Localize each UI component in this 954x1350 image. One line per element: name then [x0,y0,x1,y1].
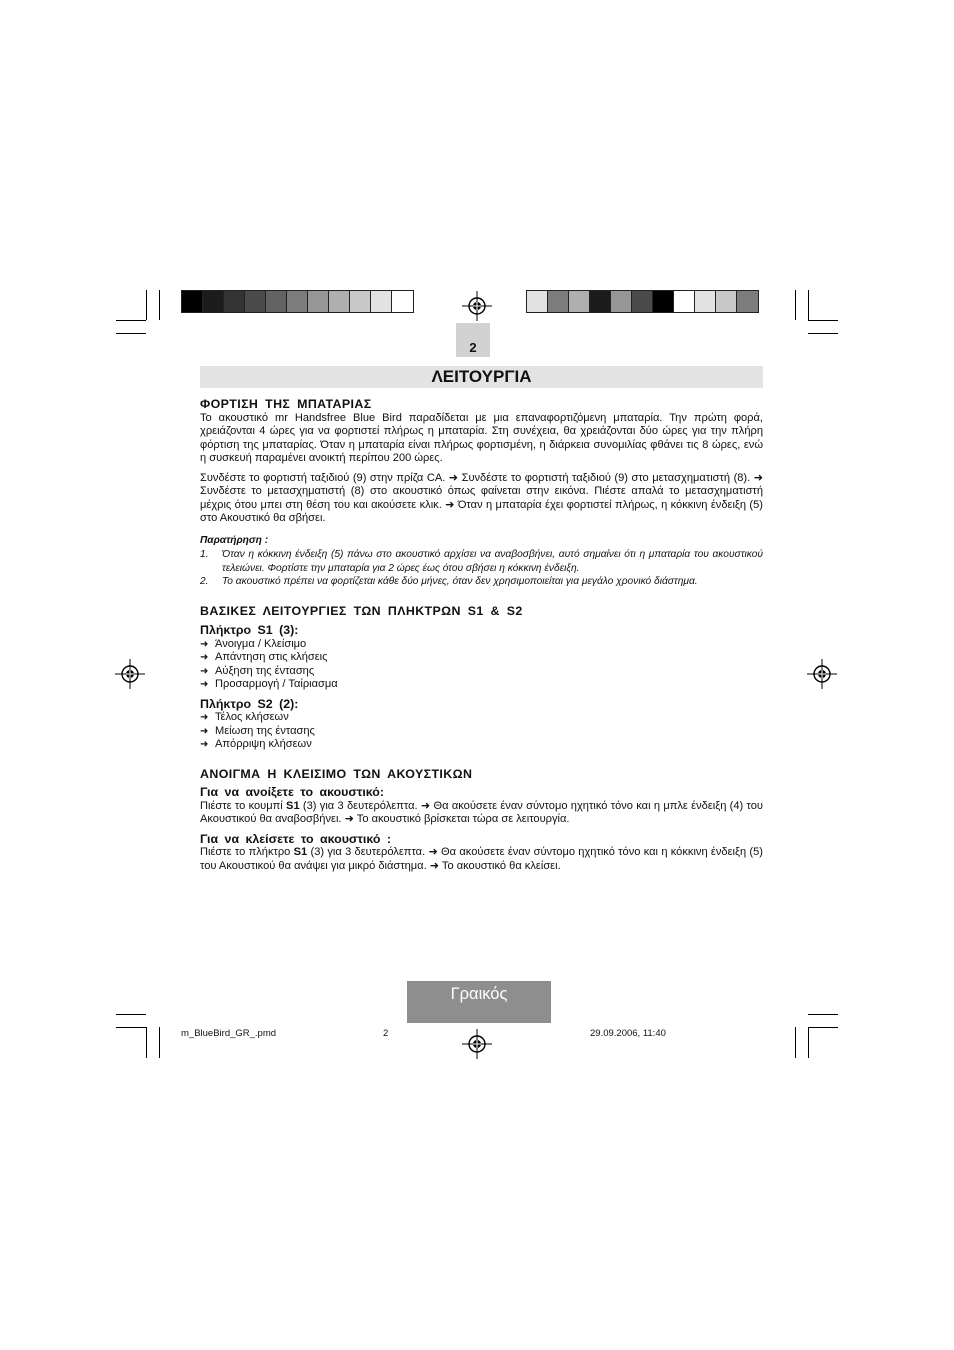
slug-page: 2 [383,1028,389,1039]
color-swatch [245,291,266,312]
color-swatch [674,291,695,312]
slug-filename: m_BlueBird_GR_.pmd [181,1028,277,1039]
list-item-text: Μείωση της έντασης [215,724,315,737]
close-text-pre: Πιέστε το πλήκτρο [200,846,294,858]
color-swatch [287,291,308,312]
color-swatch [695,291,716,312]
note-item [200,575,763,589]
open-title: Για να ανοίξετε το ακουστικό: [200,785,385,799]
list-item [200,665,763,679]
crop-mark [808,1014,838,1015]
list-item-text: Αύξηση της έντασης [215,664,315,677]
note-number: 1. [200,549,209,560]
arrow-right-icon: ➜ [200,652,209,663]
section-heading-keys: ΒΑΣΙΚΕΣ ΛΕΙΤΟΥΡΓΙΕΣ ΤΩΝ ΠΛΗΚΤΡΩΝ S1 & S2 [200,603,523,618]
color-swatch [590,291,611,312]
key-s1-list [200,638,763,692]
close-title: Για να κλείσετε το ακουστικό : [200,831,392,846]
list-item [200,651,763,665]
crop-mark [116,1014,146,1015]
battery-paragraph-2: Συνδέστε το φορτιστή ταξιδιού (9) στην πρίζα CA. ➜ Συνδέστε το φορτιστή ταξιδιού (9) στο μετασχηματιστή (8). ➜ Συνδέστε το μετασχηματιστή (8) στο ακουστικό όπως φαίνεται στην εικόνα. Πιέστε απαλά το μετασχηματιστή μέχρις ότου μπει στη θέση του και ακούσετε κλικ. ➜ Όταν η μπαταρία έχει φορτιστεί πλήρως, η κόκκινη ένδειξη (5) στο Ακουστικό θα σβήσει. [200,471,763,524]
arrow-right-icon: ➜ [200,739,209,750]
crop-mark [146,1027,147,1058]
color-swatch [611,291,632,312]
color-swatch [350,291,371,312]
key-s2-title: Πλήκτρο S2 (2): [200,696,299,711]
crop-mark [808,1027,809,1058]
color-swatch [308,291,329,312]
open-text-post: (3) για 3 δευτερόλεπτα. ➜ Θα ακούσετε έναν σύντομο ηχητικό τόνο και η μπλε ένδειξη (4) του Ακουστικού θα αναβοσβήνει. ➜ Το ακουστικό βρίσκεται τώρα σε λειτουργία. [200,799,763,825]
crop-mark [159,290,160,320]
crop-mark [808,1027,838,1028]
color-bar-left [181,290,414,313]
arrow-right-icon: ➜ [200,679,209,690]
color-swatch [266,291,287,312]
list-item [200,638,763,652]
crop-mark [116,1027,146,1028]
arrow-right-icon: ➜ [200,665,209,677]
list-item-text: Απάντηση στις κλήσεις [215,651,328,663]
color-swatch [203,291,224,312]
close-key: S1 [293,846,308,858]
registration-mark-icon [807,659,837,689]
color-swatch [527,291,548,312]
note-text: Όταν η κόκκινη ένδειξη (5) πάνω στο ακουστικό αρχίσει να αναβοσβήνει, αυτό σημαίνει ότι η μπαταρία του ακουστικού τελειώνει. Φορτίστε την μπαταρία για 2 ώρες έως ότου σβήσει η κόκκινη ένδειξη. [222,549,763,574]
main-content [200,398,763,873]
color-swatch [716,291,737,312]
crop-mark [116,333,146,334]
note-title: Παρατήρηση : [200,534,269,546]
section-heading-battery: ΦΟΡΤΙΣΗ ΤΗΣ ΜΠΑΤΑΡΙΑΣ [200,397,372,411]
color-swatch [548,291,569,312]
crop-mark [808,320,838,321]
close-paragraph [200,846,763,873]
color-swatch [569,291,590,312]
list-item [200,711,763,725]
crop-mark [808,290,809,320]
list-item-text: Τέλος κλήσεων [215,711,289,723]
list-item [200,738,763,752]
color-swatch [737,291,758,312]
color-swatch [329,291,350,312]
registration-mark-icon [462,291,492,321]
registration-mark-icon [462,1029,492,1059]
arrow-right-icon: ➜ [200,712,209,723]
crop-mark [146,290,147,320]
registration-mark-icon [115,659,145,689]
battery-paragraph-1: Το ακουστικό mr Handsfree Blue Bird παραδίδεται με μια επαναφορτιζόμενη μπαταρία. Την πρώτη φορά, χρειάζονται 4 ώρες για να φορτιστεί πλήρως η μπαταρία. Στη συνέχεια, θα χρειάζονται δύο ώρες για την πλήρη φόρτιση της μπαταρίας. Όταν η μπαταρία είναι πλήρως φορτισμένη, η διάρκεια συνομιλίας φθάνει τις 8 ώρες, ενώ η συσκευή παραμένει ανοικτή περίπου 200 ώρες. [200,411,763,464]
key-s2-list [200,711,763,752]
open-paragraph [200,800,763,827]
close-text-post: (3) για 3 δευτερόλεπτα. ➜ Θα ακούσετε έναν σύντομο ηχητικό τόνο και η κόκκινη ένδειξη (5) του Ακουστικού θα ανάψει για μικρό διάστημα. ➜ Το ακουστικό θα κλείσει. [200,846,763,872]
page-title: ΛΕΙΤΟΥΡΓΙΑ [200,366,763,388]
note-item [200,548,763,575]
crop-mark [159,1027,160,1058]
crop-mark [808,333,838,334]
arrow-right-icon: ➜ [200,725,209,737]
open-text-pre: Πιέστε το κουμπί [200,799,287,812]
crop-mark [795,1027,796,1058]
open-key: S1 [286,799,300,812]
list-item [200,725,763,739]
color-swatch [182,291,203,312]
note-text: Το ακουστικό πρέπει να φορτίζεται κάθε δύο μήνες, όταν δεν χρησιμοποιείται για μεγάλο χρονικό διάστημα. [222,576,698,587]
color-bar-right [526,290,759,313]
language-tab: Γραικός [407,981,551,1023]
arrow-right-icon: ➜ [200,638,209,650]
page-number: 2 [456,323,490,357]
color-swatch [224,291,245,312]
color-swatch [392,291,413,312]
crop-mark [795,290,796,320]
color-swatch [653,291,674,312]
list-item-text: Άνοιγμα / Κλείσιμο [215,637,307,650]
note-number: 2. [200,576,209,587]
slug-datetime: 29.09.2006, 11:40 [590,1028,666,1039]
list-item-text: Προσαρμογή / Ταίριασμα [215,678,338,690]
key-s1-title: Πλήκτρο S1 (3): [200,623,299,637]
crop-mark [116,320,146,321]
list-item-text: Απόρριψη κλήσεων [215,738,312,750]
list-item [200,678,763,692]
color-swatch [371,291,392,312]
color-swatch [632,291,653,312]
section-heading-onoff: ΑΝΟΙΓΜΑ Η ΚΛΕΙΣΙΜΟ ΤΩΝ ΑΚΟΥΣΤΙΚΩΝ [200,766,473,781]
